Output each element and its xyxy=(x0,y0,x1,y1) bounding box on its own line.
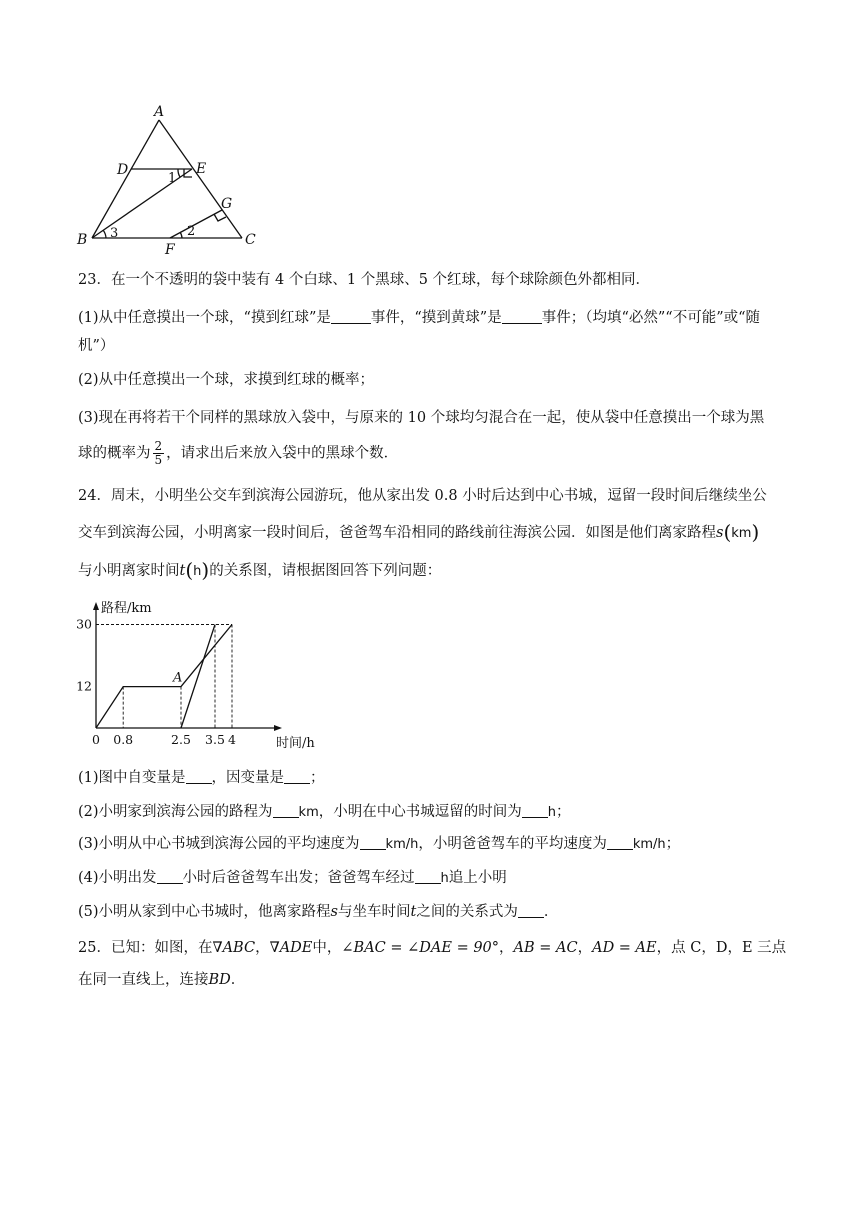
answer-blank[interactable] xyxy=(502,307,542,324)
label-g: G xyxy=(221,196,233,212)
q24-part3: (3)小明从中心书城到滨海公园的平均速度为 km/h，小明爸爸驾车的平均速度为 km/h； xyxy=(78,832,798,857)
q24-part5: (5)小明从家到中心书城时，他离家路程s与坐车时间t之间的关系式为 ． xyxy=(78,900,798,924)
answer-blank[interactable] xyxy=(360,833,386,850)
answer-blank[interactable] xyxy=(186,767,212,784)
distance-time-chart xyxy=(74,596,315,756)
q24-part4: (4)小明出发 小时后爸爸驾车出发；爸爸驾车经过 h追上小明 xyxy=(78,866,798,891)
x-tick-label: 0 xyxy=(92,732,100,747)
q25-stem: 25．已知：如图，在∇ABC，∇ADE中，∠BAC = ∠DAE = 90°，AB = AC，AD = AE，点 C，D，E 三点 xyxy=(78,940,787,956)
y-axis-label: 路程/km xyxy=(101,601,152,616)
triangle-figure xyxy=(74,100,274,260)
label-angle-3: 3 xyxy=(110,226,119,241)
y-tick-label: 30 xyxy=(76,616,92,632)
label-a: A xyxy=(154,104,165,120)
y-tick-label: 12 xyxy=(76,678,92,694)
x-axis-arrow xyxy=(274,725,282,731)
x-tick-label: 2.5 xyxy=(171,732,191,747)
series-line-2 xyxy=(181,625,215,729)
q24-stem: 24．周末，小明坐公交车到滨海公园游玩，他从家出发 0.8 小时后达到中心书城，逗留一段时间后继续坐公 xyxy=(78,488,767,504)
right-angle-mark-g xyxy=(214,214,226,221)
point-label-a: A xyxy=(173,670,183,686)
q23-part1: (1)从中任意摸出一个球，“摸到红球”是 事件，“摸到黄球”是 事件；（均填“必然”“不可能”或“随 xyxy=(78,306,798,330)
q23-part3-cont: 球的概率为 $\frac{2}{5}$ ，请求出后来放入袋中的黑球个数． xyxy=(78,439,399,467)
q25-stem-cont: 在同一直线上，连接BD． xyxy=(78,972,246,988)
x-tick-label: 3.5 xyxy=(205,732,225,747)
answer-blank[interactable] xyxy=(157,867,183,884)
label-b: B xyxy=(77,232,88,248)
side-ab xyxy=(92,120,159,238)
answer-blank[interactable] xyxy=(522,801,548,818)
segment-be xyxy=(92,169,192,238)
answer-blank[interactable] xyxy=(518,901,544,918)
label-angle-2: 2 xyxy=(187,224,196,239)
q23-stem: 23．在一个不透明的袋中装有 4 个白球、1 个黑球、5 个红球，每个球除颜色外都相同． xyxy=(78,272,651,288)
x-tick-label: 4 xyxy=(228,732,236,747)
angle-mark-b xyxy=(103,230,106,238)
q24-stem-cont2: 与小明离家时间t(h)的关系图，请根据图回答下列问题： xyxy=(78,558,442,582)
fraction: $\frac{2}{5}$ xyxy=(154,439,163,467)
label-e: E xyxy=(196,161,207,177)
q23-part3: (3)现在再将若干个同样的黑球放入袋中，与原来的 10 个球均匀混合在一起，使从袋中任意摸出一个球为黑 xyxy=(78,410,765,426)
label-c: C xyxy=(245,232,256,248)
answer-blank[interactable] xyxy=(284,767,310,784)
answer-blank[interactable] xyxy=(273,801,299,818)
q24-stem-cont: 交车到滨海公园，小明离家一段时间后，爸爸驾车沿相同的路线前往海滨公园．如图是他们离家路程s(km) xyxy=(78,520,760,544)
answer-blank[interactable] xyxy=(331,307,371,324)
x-tick-label: 0.8 xyxy=(113,732,134,747)
label-d: D xyxy=(117,162,129,178)
answer-blank[interactable] xyxy=(415,867,441,884)
series-line-1 xyxy=(96,625,232,729)
q23-part1-cont: 机”） xyxy=(78,338,115,354)
q24-part1: (1)图中自变量是 ，因变量是 ； xyxy=(78,766,798,790)
label-f: F xyxy=(165,242,175,258)
y-axis-arrow xyxy=(93,602,99,610)
angle-mark-1 xyxy=(178,169,180,177)
q24-part2: (2)小明家到滨海公园的路程为 km，小明在中心书城逗留的时间为 h； xyxy=(78,800,798,825)
angle-mark-f xyxy=(180,232,182,238)
label-angle-1: 1 xyxy=(168,171,177,186)
answer-blank[interactable] xyxy=(607,833,633,850)
x-axis-label: 时间/h xyxy=(276,736,315,751)
q23-part2: (2)从中任意摸出一个球，求摸到红球的概率； xyxy=(78,372,375,388)
